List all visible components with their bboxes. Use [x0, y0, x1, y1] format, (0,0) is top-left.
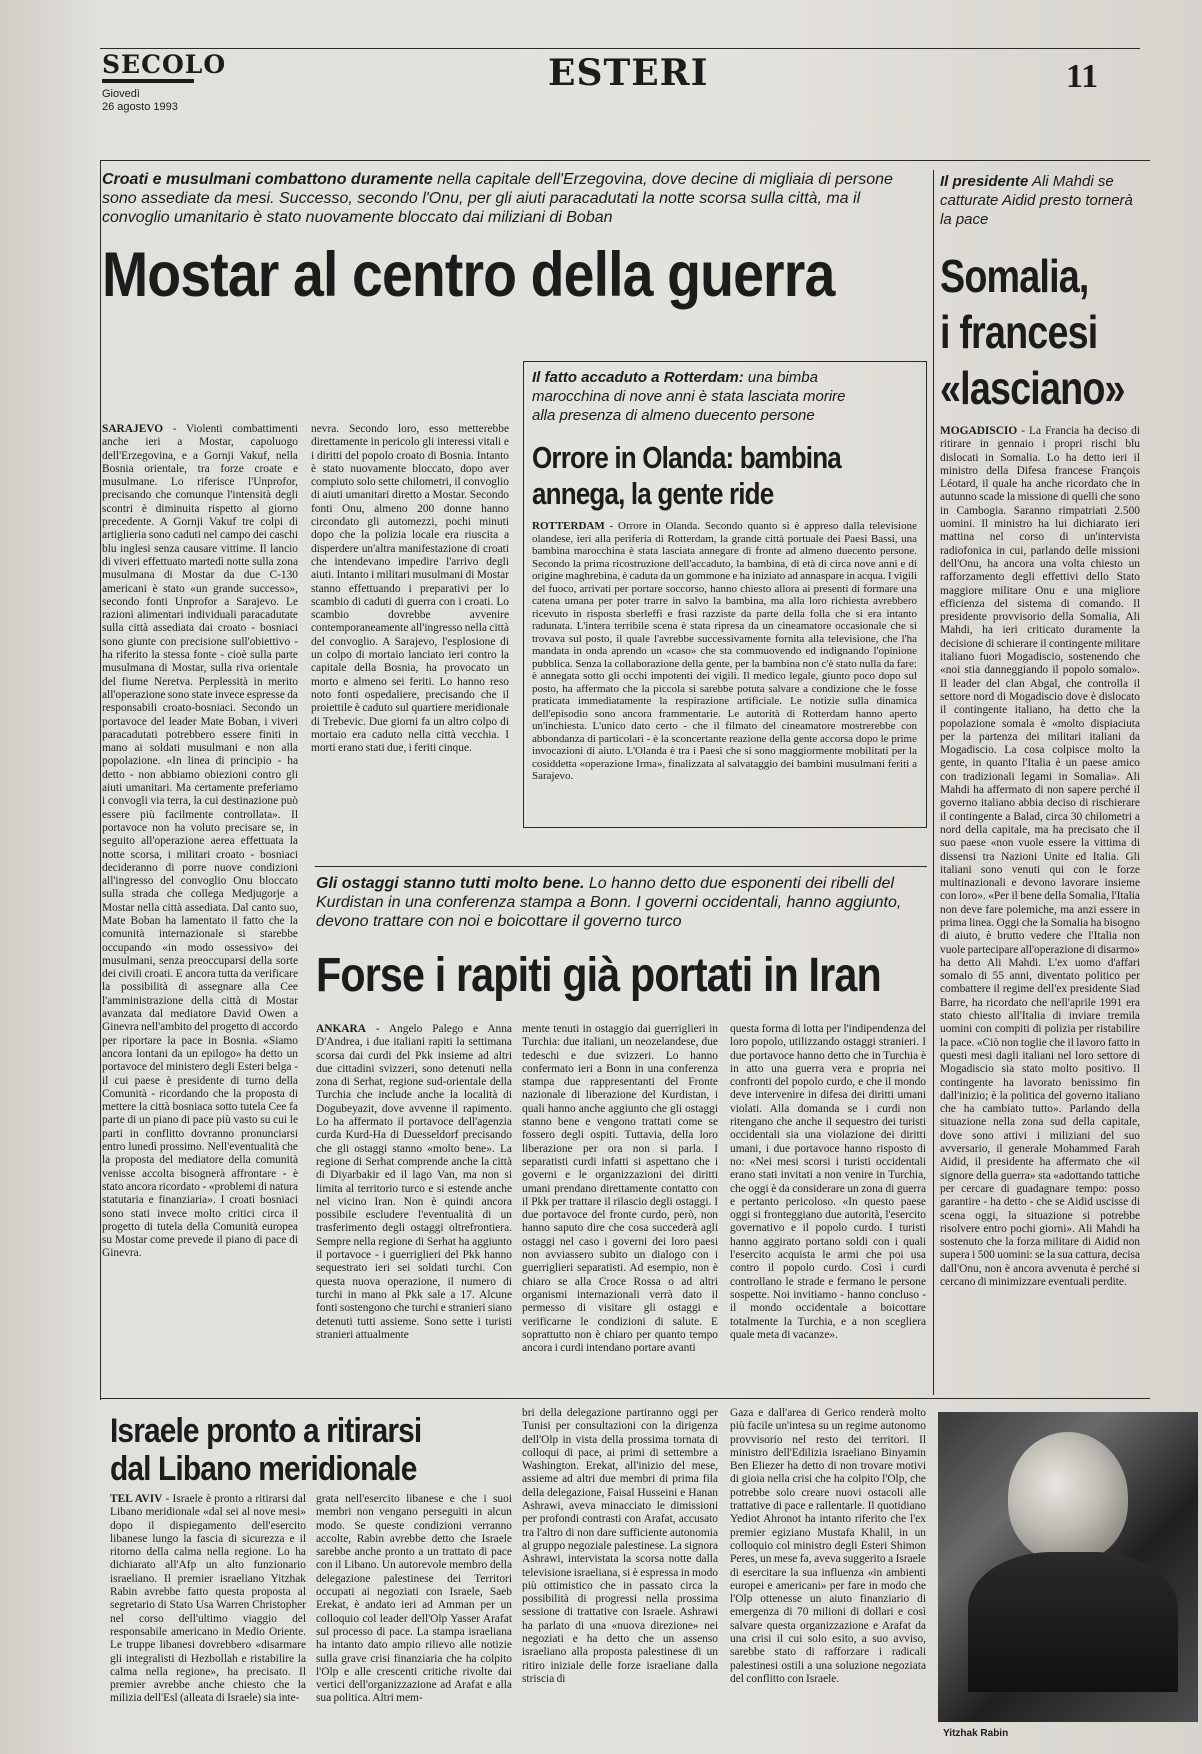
- kurdistan-column-2: mente tenuti in ostaggio dai guerriglieri in Turchia: due italiani, un neozelandese, due tedeschi e due svizzeri. Lo hanno confermato ieri a Bonn in una conferenza stampa due rappresentanti del Fronte nazionale di liberazione del Kurdistan, i quali hanno anche aggiunto che gli ostaggi stanno bene e vengono trattati come se fossero degli ospiti. Tuttavia, della loro liberazione per ora non si parla. I separatisti curdi infatti si aspettano che i governi e le organizzazioni dei diritti umani prendano direttamente contatto con il Pkk per trattare il rilascio degli ostaggi. I due portavoce del fronte curdo, però, non hanno saputo dire che cosa succederà agli ostaggi nel caso i governi dei loro paesi non avviassero subito un dialogo con i guerriglieri separatisti. Ad esempio, non è chiaro se alla Croce Rossa o ad altri organismi internazionali verrà dato il permesso di visitare gli ostaggi e verificarne le condizioni di salute. E soprattutto non è chiaro per quanto tempo ancora i curdi intendano portare avanti: [522, 1023, 718, 1355]
- content-top-rule: [100, 160, 1150, 161]
- israele-headline: [110, 1412, 421, 1488]
- rabin-photo-face: [1008, 1432, 1128, 1562]
- rabin-photo-caption: Yitzhak Rabin: [943, 1728, 1009, 1739]
- newspaper-logo: SECOLO: [102, 50, 227, 79]
- israele-top-rule: [100, 1398, 1150, 1399]
- israele-headline-line1: Israele pronto a ritirarsi: [110, 1412, 422, 1450]
- kurdistan-dateline: ANKARA: [316, 1023, 366, 1035]
- rotterdam-body: [532, 520, 917, 820]
- israele-dateline: TEL AVIV: [110, 1493, 163, 1505]
- rotterdam-lead: [532, 368, 862, 425]
- rabin-photo-body: [968, 1552, 1178, 1692]
- mostar-lead-bold: Croati e musulmani combattono duramente: [102, 171, 433, 188]
- somalia-headline-line3: «lasciano»: [940, 362, 1125, 414]
- israele-column-2: grata nell'esercito libanese e che i suoi membri non vengano perseguiti in alcun modo. Se queste condizioni verranno accolte, Rabin avrebbe detto che Israele sarebbe anche pronto a un trattato di pace con il Libano. Un autorevole membro della delegazione palestinese dei Territori occupati ai negoziati con Israele, Saeb Erekat, è andato ieri ad Amman per un colloquio col leader dell'Olp Yasser Arafat sul processo di pace. La stampa israeliana ha intanto dato ampio rilievo alle notizie sulla grave crisi finanziaria che ha colpito l'Olp e alle crescenti critiche rivolte dai vertici dell'organizzazione ad Arafat e alla sua politica. Altri mem-: [316, 1493, 512, 1705]
- somalia-headline-line1: Somalia,: [940, 250, 1089, 302]
- mostar-lead: [102, 170, 927, 227]
- somalia-headline: [940, 248, 1125, 416]
- somalia-dateline: MOGADISCIO: [940, 425, 1018, 437]
- rotterdam-dateline: ROTTERDAM: [532, 520, 605, 532]
- rotterdam-lead-bold: Il fatto accaduto a Rotterdam:: [532, 369, 744, 386]
- section-title: ESTERI: [548, 52, 709, 94]
- rotterdam-headline-line1: Orrore in Olanda: bambina: [532, 440, 841, 475]
- somalia-body-text: - La Francia ha deciso di ritirare in gennaio i propri rischi blu dislocati in Somalia. Lo ha detto ieri il ministro della Difesa francese François Léotard, il quale ha anche ricordato che in autunno scade la missione di quelli che sono in Cambogia. Saranno rimpatriati 2.500 uomini. Il ministro ha lui dichiarato ieri mattina nel corso di un'intervista radiofonica in cui, parlando delle missioni dell'Onu, ha ancora una volta chiesto un rafforzamento degli effettivi dello Stato maggiore militare Onu e una migliore efficienza del sistema di comando. Il presidente provvisorio della Somalia, Ali Mahdi, ha ieri criticato duramente la decisione di schierare il contingente militare italiano fuori Mogadiscio, sostenendo che «noi stia danneggiando il popolo somalo». Il leader del clan Abgal, che controlla il settore nord di Mogadiscio dove è dislocato il contingente italiano, ha detto che la popolazione somala è «molto dispiaciuta per la partenza dei militari italiani da Mogadiscio. La cosa colpisce molto la gente, in quanto l'Italia è un paese amico con tradizionali legami in Somalia». Ali Mahdi ha affermato di non sapere perché il governo italiano abbia deciso di rischierare il contingente a Balad, circa 30 chilometri a nord della capitale, ma ha precisato che il suo paese «non vuole essere la vittima di dissensi tra Nazioni Unite ed Italia. Gli italiani sono venuti qui con le forze multinazionali e devono lavorare insieme con loro». «Per il bene della Somalia, l'Italia non deve fare polemiche, ma anzi essere in prima linea. Oggi che la Somalia ha bisogno di aiuto, è brutto vedere che l'Italia non vuole partecipare all'operazione di disarmo» ha detto Ali Mahdi. L'ex uomo d'affari somalo di 55 anni, diventato politico per combattere il regime dell'ex presidente Siad Barre, ha ricordato che nell'aprile 1991 era stato chiesto all'Italia di inviare tremila uomini con compiti di polizia per ristabilire la pace. «Ciò non toglie che il lavoro fatto in questi mesi dagli italiani nel loro settore di Mogadiscio sia stato molto positivo. Il contingente ha lavorato benissimo fin dall'inizio; è la politica del governo italiano che ha cambiato tutto». Parlando della situazione nella zona sud della capitale, dove sono attivi i miliziani del suo avversario, il generale Mohammed Farah Aidid, il presidente ha affermato che «il signore della guerra» sta «adottando tattiche per cercare di guadagnare tempo: posso garantire - ha detto - che se Aidid uscisse di scena oggi, la situazione si potrebbe risolvere entro pochi giorni». Ali Mahdi ha sostenuto che la forza militare di Aidid non supera i 500 uomini: se la sua cattura, decisa dall'Onu, non è ancora avvenuta è perché si cercano di minimizzare eventuali perdite.: [940, 425, 1140, 1288]
- rotterdam-headline-line2: annega, la gente ride: [532, 476, 774, 511]
- somalia-lead-text: Ali Mahdi se catturate Aidid presto tornerà la pace: [940, 173, 1133, 228]
- kurdistan-lead-text: Lo hanno detto due esponenti dei ribelli del Kurdistan in una conferenza stampa a Bonn. I governi occidentali, hanno aggiunto, devono trattare con noi e boicottare il governo turco: [316, 875, 902, 930]
- mostar-headline: Mostar al centro della guerra: [102, 240, 835, 310]
- issue-full-date: 26 agosto 1993: [102, 101, 178, 113]
- israele-column-3: bri della delegazione partiranno oggi per Tunisi per consultazioni con la dirigenza dell'Olp in vista della prossima tornata di colloqui di pace, ai primi di settembre a Washington. Erekat, all'inizio del mese, assieme ad altri due membri di prima fila della delegazione, Faisal Husseini e Hanan Ashrawi, aveva minacciato le dimissioni per profondi contrasti con Arafat, accusato tra l'altro di non dare sufficiente autonomia al gruppo negoziale palestinese. La signora Ashrawi, intervistata la scorsa notte dalla televisione israeliana, si è espressa in modo più ottimistico che in passato circa la possibilità di progressi nella prossima sessione di trattative con Israele. Ashrawi ha parlato di una «nuova direzione» nei negoziati e ha detto che un assenso israeliano alla proposta palestinese di un ritiro iniziale delle forze israeliane dalla striscia di: [522, 1407, 718, 1685]
- mostar-column-1: [102, 423, 298, 1390]
- rotterdam-body-text: - Orrore in Olanda. Secondo quanto si è appreso dalla televisione olandese, ieri alla periferia di Rotterdam, la grande città portuale dei Paesi Bassi, una bambina marocchina è stata lasciata annegare di fronte ad almeno duecento persone. Secondo la prima ricostruzione dell'accaduto, la bambina, di età di circa nove anni e di origine maghrebina, è caduta da un gommone e ha iniziato ad annaspare in acqua. I vigili del fuoco, arrivati per portare soccorso, hanno chiesto allora ai presenti di formare una catena umana per poter trarre in salvo la bambina, ma alla loro richiesta avrebbero ricevuto in risposta sberleffi e frasi razziste da parte della folla che si era intanto radunata. L'intera terribile scena è stata ripresa da un cineamatore occasionale che si trovava sul posto, il quale l'avrebbe successivamente fornita alla televisione, che l'ha mandata in onda aprendo un «caso» che sta commuovendo ed indignando l'opinione pubblica. Senza la collaborazione della gente, per la bambina non c'è stato nulla da fare: è annegata sotto gli occhi impotenti dei vigili. Il medico legale, giunto poco dopo sul posto, ha affermato che la piccola si sarebbe potuta salvare a condizione che le fosse praticata immediatamente la respirazione artificiale. Le notizie sulla dinamica dell'episodio sono ancora frammentarie. Le autorità di Rotterdam hanno aperto un'inchiesta. L'unico dato certo - che il filmato del cineamatore mostrerebbe con abbondanza di particolari - è la sconcertante reazione della gente accorsa dopo le prime invocazioni di aiuto. L'Olanda è tra i Paesi che si sono maggiormente mobilitati per la cosiddetta «operazione Irma», finalizzata al salvataggio dei bambini musulmani feriti a Sarajevo.: [532, 520, 917, 782]
- mostar-dateline: SARAJEVO: [102, 423, 164, 435]
- page-number: 11: [1066, 58, 1099, 95]
- mostar-col1-text: - Violenti combattimenti anche ieri a Mostar, capoluogo dell'Erzegovina, e a Gornji Vakuf, nella Bosnia orientale, tra forze croate e musulmane. Lo riferisce l'Unprofor, precisando che comunque l'intensità degli scontri è diminuita rispetto al giorno precedente. A Gornji Vakuf tre colpi di artiglieria sono caduti nel campo dei caschi blu inglesi senza causare vittime. Il lancio di viveri effettuato martedì notte sulla zona musulmana di Mostar da due C-130 americani è stato «un grande successo», secondo fonti Unprofor a Sarajevo. Le razioni alimentari individuali paracadutate sulla città assediata dai croato - bosniaci sono giunte con precisione sull'obiettivo - ha riferito la stessa fonte - cioè sulla parte musulmana di Mostar, sulla riva orientale del fiume Neretva. Perplessità in merito all'operazione sono state invece espresse da responsabili croato-bosniaci. Secondo un portavoce del leader Mate Boban, i viveri paracadutati potrebbero essere finiti in mano ai soldati musulmani e non alla popolazione. «In linea di principio - ha detto - non abbiamo obiezioni contro gli aiuti umanitari. Ma certamente preferiamo i convogli via terra, la cui destinazione può essere più facilmente controllata». Il portavoce non ha voluto precisare se, in seguito all'operazione aerea effettuata la notte scorsa, i militari croato - bosniaci decideranno di porre nuove condizioni all'ingresso del convoglio Onu bloccato sulla strada che collega Medjugorje a Mostar nella città assediata. Dal canto suo, Mate Boban ha lamentato il fatto che la comunità internazionale si starebbe occupando «in modo ossessivo» dei musulmani, senza preoccuparsi della sorte dei civili croati. E ancora tutta da verificare la possibilità di assegnare alla Cee l'amministrazione della città di Mostar avanzata dal mediatore David Owen a Ginevra nell'ambito del progetto di accordo per riportare la pace in Bosnia. «Siamo ancora lontani da un epilogo» ha detto un portavoce del ministero degli Esteri belga - il cui paese è presidente di turno della Comunità - ricordando che la proposta di mettere la città bosniaca sotto tutela Cee fa parte di un piano di pace più vasto su cui le parti in conflitto dovranno pronunciarsi entro lunedì prossimo. Nell'eventualità che la proposta del mediatore della comunità venisse accolta bisognerà affrontare - è stato ancora ricordato - «problemi di natura statutaria e finanziaria». I croati bosniaci sono stati invece molto critici circa il progetto di tutela della Comunità europea su Mostar come prevede il piano di pace di Ginevra.: [102, 423, 298, 1260]
- kurdistan-top-rule: [315, 866, 927, 867]
- mostar-lead-text: nella capitale dell'Erzegovina, dove decine di migliaia di persone sono assediate da mesi. Successo, secondo l'Onu, per gli aiuti paracadutati la notte scorsa sulla città, ma il convoglio umanitario è stato nuovamente bloccato dai miliziani di Boban: [102, 171, 893, 226]
- kurdistan-lead: [316, 874, 928, 931]
- kurdistan-headline: Forse i rapiti già portati in Iran: [316, 949, 881, 1002]
- mostar-column-2: nevra. Secondo loro, esso metterebbe direttamente in pericolo gli interessi vitali e i diritti del popolo croato di Bosnia. Intanto è stato nuovamente bloccato, dopo aver compiuto solo sette chilometri, il convoglio di aiuti umanitari diretto a Mostar. Secondo fonti Onu, almeno 200 donne hanno circondato gli automezzi, pochi minuti dopo che la polizia locale era riuscita a disperdere un'altra manifestazione di croati che intendevano impedire l'arrivo degli aiuti. Intanto i militari musulmani di Mostar stanno effettuando i preparativi per lo scambio di caduti di guerra con i croati. Lo scambio dovrebbe avvenire contemporaneamente all'ingresso nella città del convoglio. A Sarajevo, l'esplosione di un colpo di mortaio lanciato ieri contro la capitale della Bosnia, ha provocato un morto e almeno sei feriti. Lo hanno reso noto fonti ospedaliere, precisando che il proiettile è caduto sul quartiere meridionale di Trebevic. Due giorni fa un altro colpo di mortaio era caduto nella città vecchia. I morti erano stati due, i feriti cinque.: [311, 423, 509, 755]
- somalia-headline-line2: i francesi: [940, 306, 1098, 358]
- kurdistan-col1-text: - Angelo Palego e Anna D'Andrea, i due italiani rapiti la settimana scorsa dai curdi del Pkk insieme ad altri due cittadini svizzeri, sono detenuti nella zona di Serhat, regione sud-orientale della Turchia che include anche la località di Dogubeyazit, dove avvenne il rapimento. Lo ha affermato il portavoce dell'agenzia curda Kurd-Ha di Duesseldorf precisando che gli ostaggi stanno «molto bene». La regione di Serhat comprende anche la città di Diyarbakir ed il lago Van, ma non si limita al territorio turco e si estende anche nel vicino Iran. Non è quindi ancora possibile escludere l'eventualità di un trasferimento degli ostaggi oltrefrontiera. Sempre nella regione di Serhat ha aggiunto il portavoce - i guerriglieri del Pkk hanno sequestrato ieri sei soldati turchi. Con questa nuova operazione, il numero di turchi in mano al Pkk sale a 17. Alcune fonti sostengono che turchi e stranieri siano detenuti tutti assieme. Sono sette i turisti stranieri attualmente: [316, 1023, 512, 1341]
- content-left-rule: [100, 160, 101, 1400]
- issue-day: Giovedì: [102, 88, 140, 100]
- logo-underline: [102, 79, 194, 83]
- israele-col1-text: - Israele è pronto a ritirarsi dal Libano meridionale «dal sei al nove mesi» dopo il dispiegamento dell'esercito libanese lungo la fascia di sicurezza e il ritorno della calma nella regione. Lo ha dichiarato all'Afp un alto funzionario israeliano. Il premier israeliano Yitzhak Rabin avrebbe fatto questa proposta al segretario di Stato Usa Warren Christopher nel corso dell'ultimo viaggio del responsabile americano in Medio Oriente. Le truppe libanesi dovrebbero «disarmare gli integralisti di Hezbollah e ristabilire la calma nella regione», ha precisato. Il premier avrebbe anche chiesto che la milizia dell'Esl (alleata di Israele) sia inte-: [110, 1493, 306, 1705]
- israele-column-1: [110, 1493, 306, 1743]
- israele-headline-line2: dal Libano meridionale: [110, 1450, 417, 1488]
- kurdistan-column-1: [316, 1023, 512, 1391]
- kurdistan-lead-bold: Gli ostaggi stanno tutti molto bene.: [316, 875, 585, 892]
- somalia-lead-bold: Il presidente: [940, 173, 1029, 190]
- rotterdam-lead-text: una bimba marocchina di nove anni è stata lasciata morire alla presenza di almeno duecento persone: [532, 369, 846, 424]
- somalia-lead: [940, 172, 1140, 229]
- issue-date: [102, 88, 178, 114]
- kurdistan-column-3: questa forma di lotta per l'indipendenza del loro popolo, utilizzando ostaggi stranieri. I due portavoce hanno detto che in Turchia è in atto una guerra vera e propria nei confronti del popolo curdo, e che il mondo deve intervenire in difesa dei diritti umani violati. Alla domanda se i curdi non ritengano che anche il sequestro dei turisti occidentali sia una violazione dei diritti umani, i due portavoce hanno risposto di no: «Nei mesi scorsi i turisti occidentali erano stati invitati a non venire in Turchia, che oggi è da considerare un zona di guerra e pertanto pericoloso. «In questo paese oggi si fronteggiano due autorità, l'esercito governativo e il popolo curdo. I turisti hanno aggirato portano soldi con i quali l'esercito acquista le armi che poi usa contro il popolo curdo. Così i curdi controllano le strade e fermano le persone sospette. Noi invitiamo - hanno concluso - il mondo occidentale a boicottare totalmente la Turchia, e a non scegliera quale meta di vacanze».: [730, 1023, 926, 1341]
- rotterdam-headline: [532, 440, 841, 512]
- somalia-divider-rule: [933, 170, 934, 1395]
- israele-column-4: Gaza e dall'area di Gerico renderà molto più facile un'intesa su un regime autonomo provvisorio nel resto dei territori. Il ministro dell'Edilizia israeliano Binyamin Ben Eliezer ha detto di non trovare motivi di gioia nella crisi che ha colpito l'Olp, che potrebbe solo creare nuovi ostacoli alle trattative di pace e rallentarle. Il quotidiano Yediot Ahronot ha intanto riferito che l'ex premier egiziano Mustafa Khalil, in un colloquio col ministro degli Esteri Shimon Peres, un mese fa, aveva suggerito a Israele di esercitare la sua influenza «in ambienti europei e americani» per fare in modo che l'Olp ottenesse un aiuto finanziario di emergenza di 70 milioni di dollari e così salvare questa organizzazione e Arafat da una crisi il cui solo esito, a suo avviso, sarebbe stato di rafforzare i radicali palestinesi ostili a una soluzione negoziata del conflitto con Israele.: [730, 1407, 926, 1685]
- rabin-photo: [938, 1412, 1198, 1722]
- masthead-top-rule: [100, 48, 1140, 49]
- somalia-body: [940, 425, 1140, 1390]
